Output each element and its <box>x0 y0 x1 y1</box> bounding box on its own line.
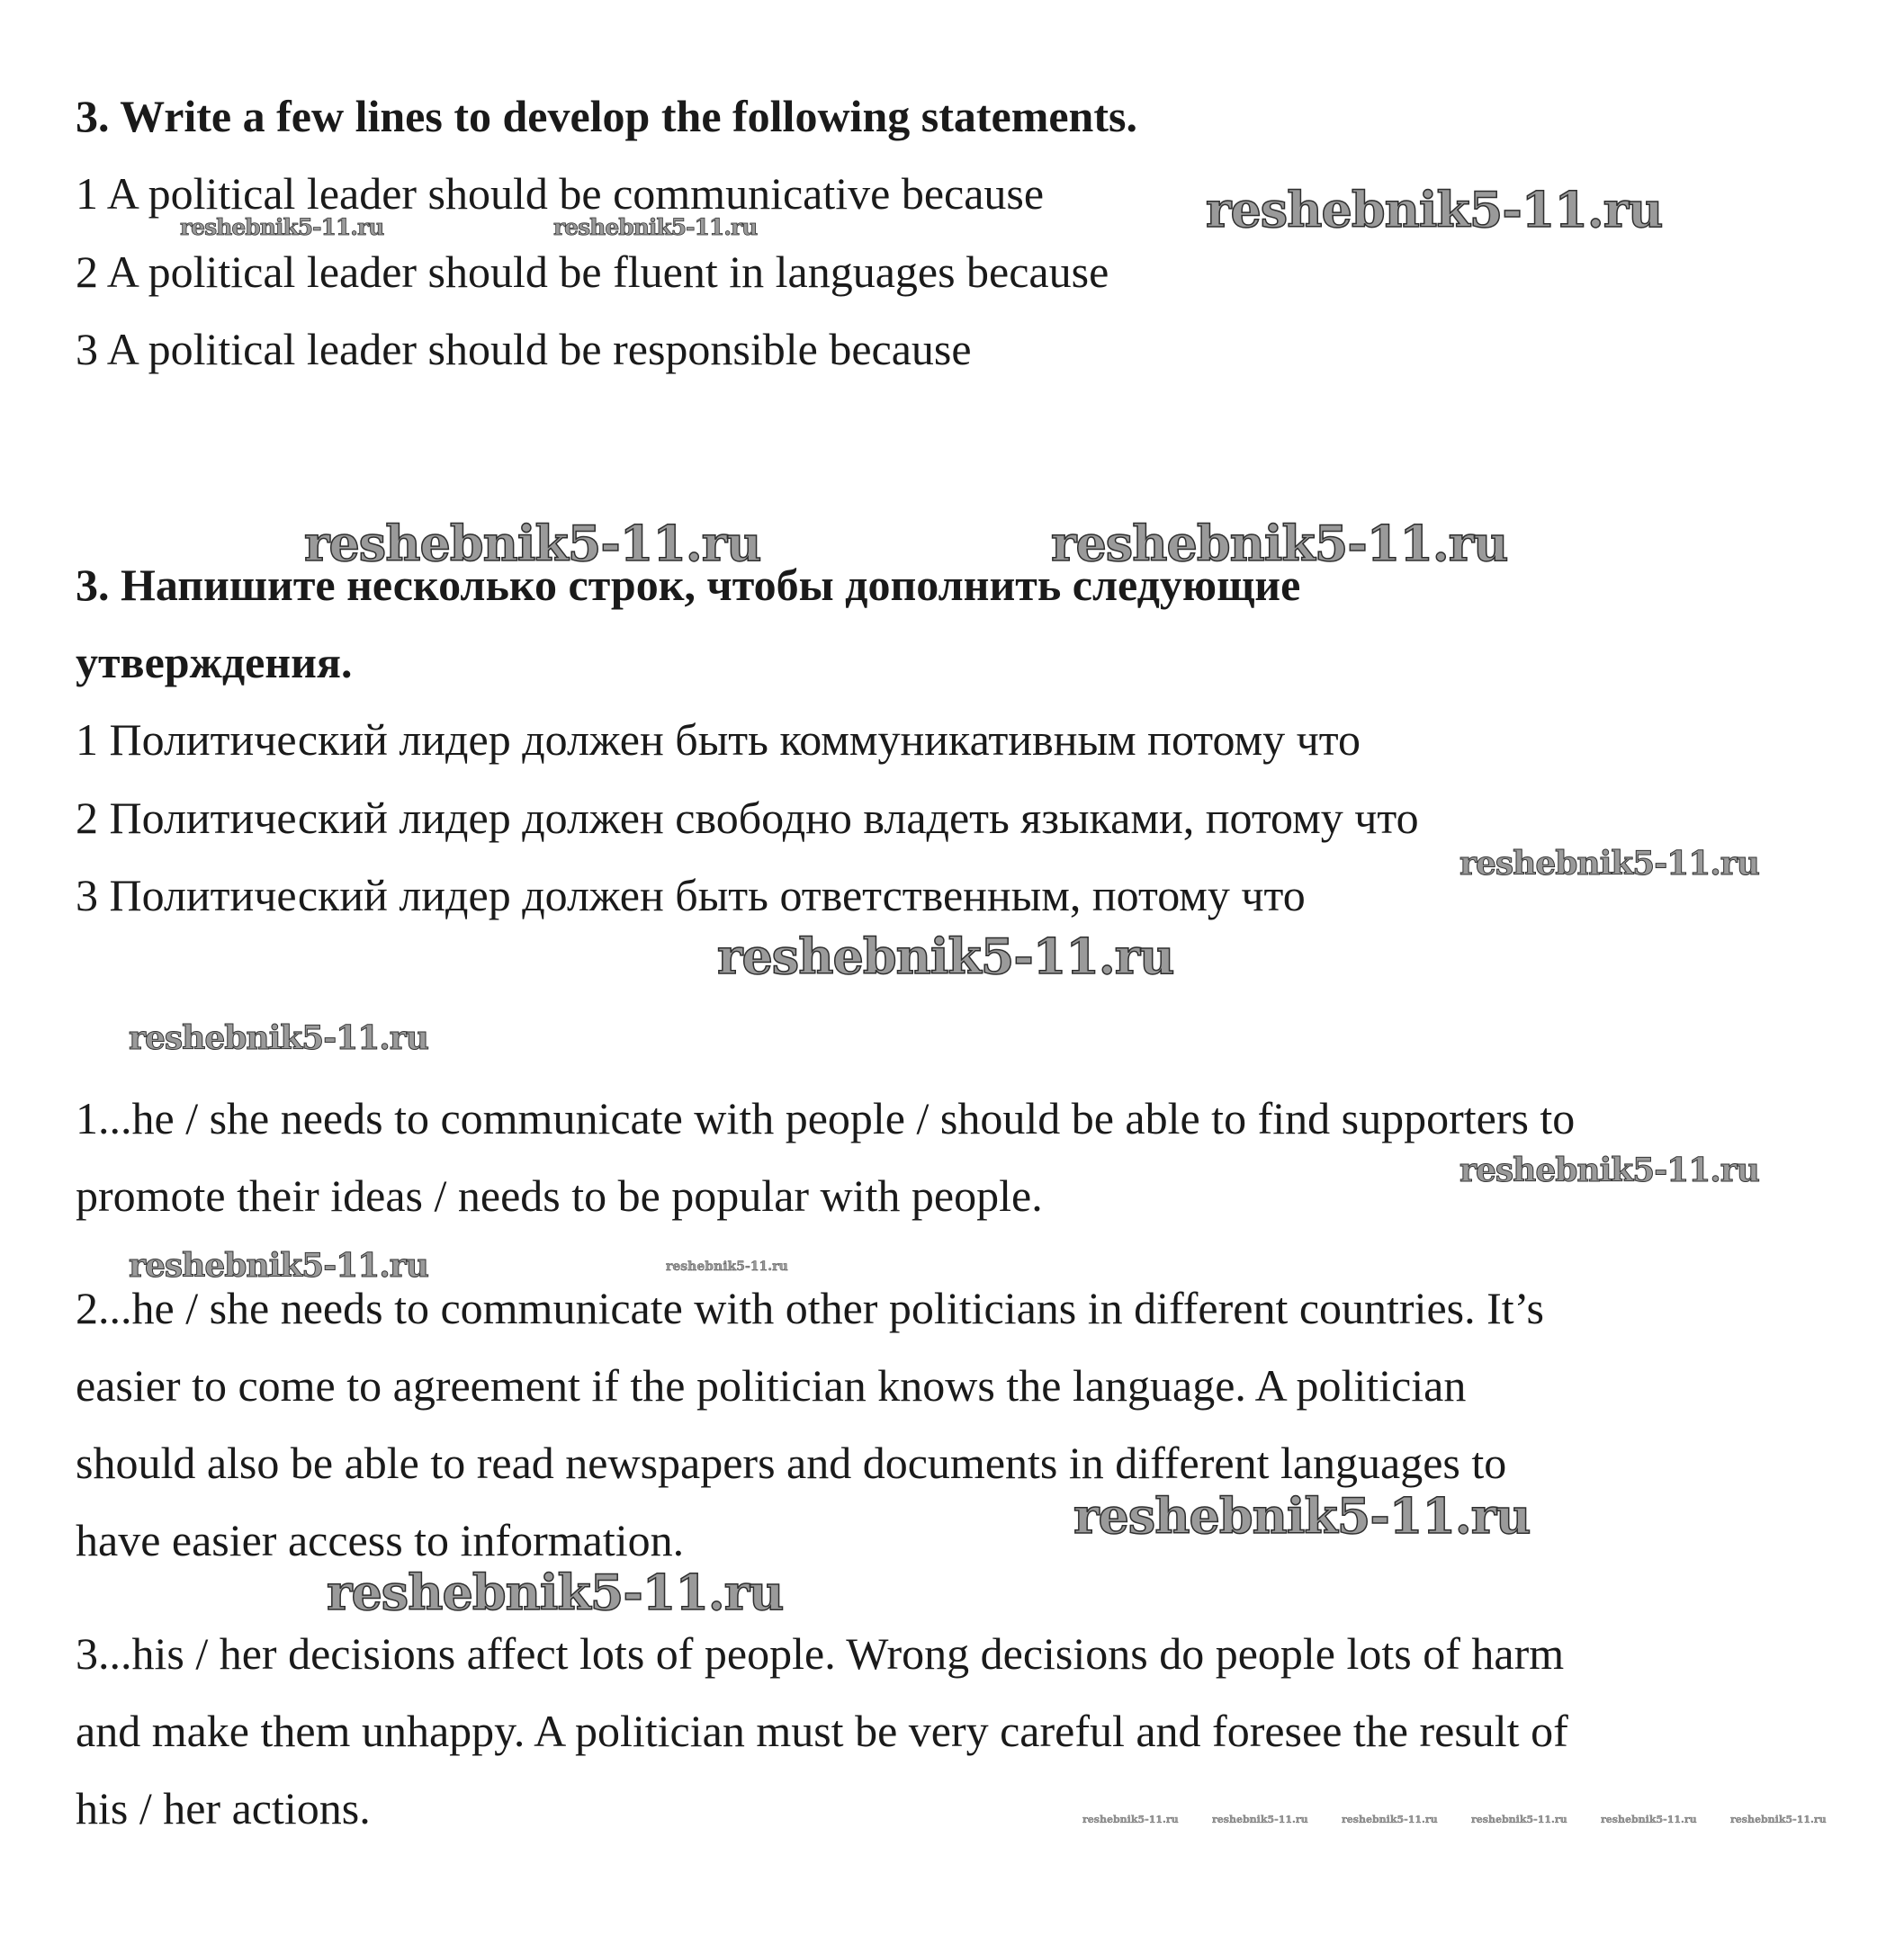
watermark: reshebnik5-11.ru <box>1073 1487 1531 1545</box>
watermark: reshebnik5-11.ru <box>327 1564 784 1621</box>
russian-task-heading-line1: 3. Напишите несколько строк, чтобы дополнить следующие <box>76 560 1301 610</box>
watermark: reshebnik5-11.ru <box>180 214 384 240</box>
watermark: reshebnik5-11.ru <box>129 1019 428 1057</box>
russian-statement-1: 1 Политический лидер должен быть коммуникативным потому что <box>76 714 1361 765</box>
russian-statement-2: 2 Политический лидер должен свободно владеть языками, потому что <box>76 793 1419 843</box>
answer-1-line-2: promote their ideas / needs to be popular with people. <box>76 1170 1043 1221</box>
watermark: reshebnik5-11.ru <box>1601 1814 1697 1825</box>
answer-2-line-1: 2...he / she needs to communicate with other politicians in different countries. It’s <box>76 1283 1545 1333</box>
watermark: reshebnik5-11.ru <box>1212 1814 1308 1825</box>
watermark: reshebnik5-11.ru <box>1051 515 1508 572</box>
watermark: reshebnik5-11.ru <box>304 515 761 572</box>
watermark: reshebnik5-11.ru <box>717 928 1174 985</box>
english-task-heading: 3. Write a few lines to develop the following statements. <box>76 91 1137 141</box>
english-statement-1: 1 A political leader should be communicative because <box>76 168 1045 219</box>
watermark: reshebnik5-11.ru <box>1082 1814 1179 1825</box>
answer-3-line-2: and make them unhappy. A politician must be very careful and foresee the result of <box>76 1706 1568 1756</box>
english-statement-3: 3 A political leader should be responsible because <box>76 324 972 374</box>
english-statement-2: 2 A political leader should be fluent in languages because <box>76 246 1109 297</box>
watermark: reshebnik5-11.ru <box>1471 1814 1567 1825</box>
watermark: reshebnik5-11.ru <box>1206 181 1663 238</box>
watermark: reshebnik5-11.ru <box>1459 1152 1759 1189</box>
watermark: reshebnik5-11.ru <box>1459 845 1759 883</box>
russian-statement-3: 3 Политический лидер должен быть ответственным, потому что <box>76 870 1306 920</box>
watermark: reshebnik5-11.ru <box>666 1259 788 1274</box>
answer-2-line-2: easier to come to agreement if the politician knows the language. A politician <box>76 1360 1467 1411</box>
watermark: reshebnik5-11.ru <box>553 214 758 240</box>
answer-1-line-1: 1...he / she needs to communicate with people / should be able to find supporters to <box>76 1093 1576 1143</box>
answer-3-line-1: 3...his / her decisions affect lots of people. Wrong decisions do people lots of harm <box>76 1628 1565 1679</box>
answer-3-line-3: his / her actions. <box>76 1783 371 1833</box>
answer-2-line-4: have easier access to information. <box>76 1515 685 1565</box>
watermark: reshebnik5-11.ru <box>1730 1814 1827 1825</box>
answer-2-line-3: should also be able to read newspapers and documents in different languages to <box>76 1438 1507 1488</box>
watermark: reshebnik5-11.ru <box>129 1247 428 1285</box>
watermark: reshebnik5-11.ru <box>1342 1814 1438 1825</box>
russian-task-heading-line2: утверждения. <box>76 637 353 687</box>
